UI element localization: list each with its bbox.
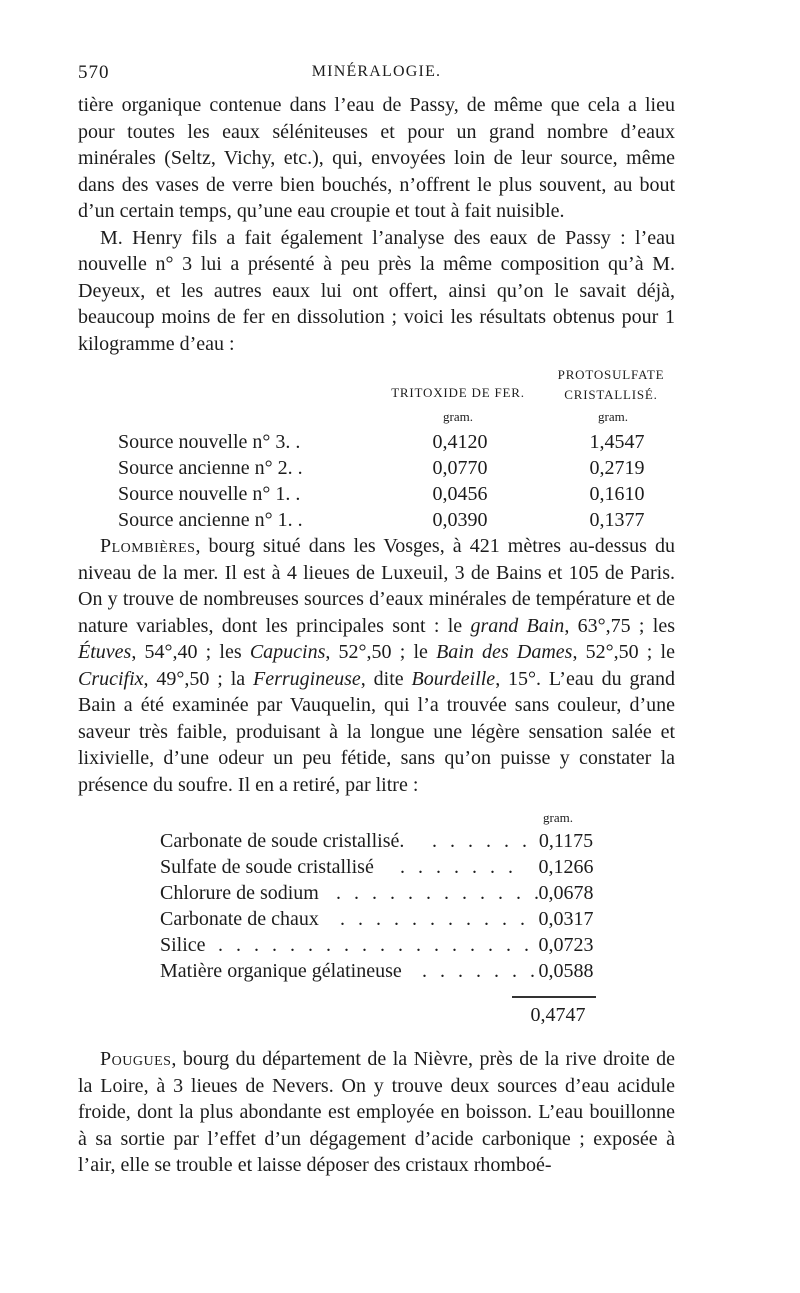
- page: [78, 62, 675, 1179]
- row-label: Source ancienne n° 1. .: [118, 509, 303, 531]
- row-label: Source nouvelle n° 3. .: [118, 431, 301, 453]
- table-row: [160, 934, 680, 960]
- row-value: 0,0723: [538, 934, 594, 956]
- row-label: Chlorure de sodium: [160, 882, 319, 904]
- table-row: [160, 882, 680, 908]
- row-value: 0,1175: [538, 830, 594, 852]
- table-row: [160, 856, 680, 882]
- row-label: Carbonate de chaux: [160, 908, 319, 930]
- tritoxide-value: 0,0770: [432, 457, 488, 479]
- leader-dots: . . . . . . .: [422, 960, 539, 982]
- leader-dots: . . . . . . . . . . . . . . . . . .: [218, 934, 533, 956]
- protosulfate-value: 0,1610: [589, 483, 645, 505]
- paragraph-henry-analysis: M. Henry fils a fait également l’analyse des eaux de Passy : l’eau nouvelle n° 3 lui a présenté à peu près la même composition qu’à M. Deyeux, et les autres eaux lui ont offert, ainsi qu’on le savait déjà, beaucoup moins de fer en dissolution ; voici les résultats obtenus pour 1 kilogramme d’eau :: [78, 226, 675, 355]
- leader-dots: . . . . . .: [432, 830, 531, 852]
- leader-dots: . . . . . . . . . . .: [340, 908, 529, 930]
- table-row: [160, 960, 680, 986]
- row-label: Carbonate de soude cristallisé.: [160, 830, 405, 852]
- total-value: 0,4747: [530, 1004, 586, 1026]
- table-row: [118, 509, 678, 535]
- running-title: MINÉRALOGIE.: [311, 63, 442, 80]
- leader-dots: . . . . . . .: [400, 856, 517, 878]
- source-name: Bain des Dames: [436, 641, 573, 663]
- running-header: [78, 62, 675, 92]
- table-row: [118, 457, 678, 483]
- row-label: Source ancienne n° 2. .: [118, 457, 303, 479]
- source-name: Crucifix: [78, 667, 144, 690]
- source-name: grand Bain: [470, 614, 565, 637]
- row-label: Matière organique gélatineuse: [160, 960, 402, 982]
- sum-rule: [512, 996, 596, 998]
- row-value: 0,1266: [538, 856, 594, 878]
- row-label: Sulfate de soude cristallisé: [160, 856, 374, 878]
- paragraph-pougues: Pougues, bourg du département de la Nièvre, près de la rive droite de la Loire, à 3 lieues de Nevers. On y trouve deux sources d’eau acidule froide, dont la plus abondante est employée en boisson. L’eau bouillonne à sa sortie par l’effet d’un dégagement d’acide carbonique ; exposée à l’air, elle se trouble et laisse déposer des cristaux rhomboé-: [78, 1048, 675, 1176]
- unit-label: gram.: [598, 409, 628, 424]
- table-row: [160, 830, 680, 856]
- column-header-protosulfate: PROTOSULFATE CRISTALLISÉ.: [557, 367, 665, 402]
- row-value: 0,0678: [538, 882, 594, 904]
- table-passy-iron: [78, 363, 675, 533]
- place-name: Plombières: [100, 535, 196, 557]
- row-value: 0,0317: [538, 908, 594, 930]
- table-row: [118, 483, 678, 509]
- tritoxide-value: 0,0390: [432, 509, 488, 531]
- source-name: Bourdeille: [411, 667, 496, 690]
- table-plombieres-composition: [78, 810, 675, 1046]
- protosulfate-value: 1,4547: [589, 431, 645, 453]
- row-value: 0,0588: [538, 960, 594, 982]
- table-row: [118, 431, 678, 457]
- page-number: 570: [78, 62, 110, 83]
- paragraph-plombieres: Plombières, bourg situé dans les Vosges, à 421 mètres au-dessus du niveau de la mer. Il est à 4 lieues de Luxeuil, 3 de Bains et 105 de Paris. On y trouve de nombreuses sources d’eaux minérales de température et de nature variables, dont les principales sont : le grand Bain, 63°,75 ; les Étuves, 54°,40 ; les Capucins, 52°,50 ; le Bain des Dames, 52°,50 ; le Crucifix, 49°,50 ; la Ferrugineuse, dite Bourdeille, 15°. L’eau du grand Bain a été examinée par Vauquelin, qui l’a trouvée sans couleur, d’une saveur très faible, produisant à la longue une légère sensation salée et lixivielle, d’une odeur un peu fétide, sans qu’on puisse y constater la présence du soufre. Il en a retiré, par litre :: [78, 535, 675, 796]
- tritoxide-value: 0,0456: [432, 483, 488, 505]
- row-label: Source nouvelle n° 1. .: [118, 483, 301, 505]
- source-name: Étuves: [78, 641, 132, 663]
- source-name: Ferrugineuse: [253, 667, 361, 690]
- table-row: [160, 908, 680, 934]
- paragraph-passy-continued: tière organique contenue dans l’eau de Passy, de même que cela a lieu pour toutes les eaux séléniteuses et pour un grand nombre d’eaux minérales (Seltz, Vichy, etc.), qui, envoyées loin de leur source, même dans des vases de verre bien bouchés, n’offrent le plus souvent, au bout d’un certain temps, qu’une eau croupie et tout à fait nuisible.: [78, 94, 675, 222]
- unit-label: gram.: [543, 810, 573, 825]
- source-name: Capucins: [249, 641, 326, 663]
- column-header-tritoxide: TRITOXIDE DE FER.: [391, 385, 525, 400]
- tritoxide-value: 0,4120: [432, 431, 488, 453]
- protosulfate-value: 0,2719: [589, 457, 645, 479]
- row-label: Silice: [160, 934, 206, 956]
- unit-label: gram.: [443, 409, 473, 424]
- protosulfate-value: 0,1377: [589, 509, 645, 531]
- place-name: Pougues: [100, 1048, 172, 1070]
- leader-dots: . . . . . . . . . . . .: [336, 882, 543, 904]
